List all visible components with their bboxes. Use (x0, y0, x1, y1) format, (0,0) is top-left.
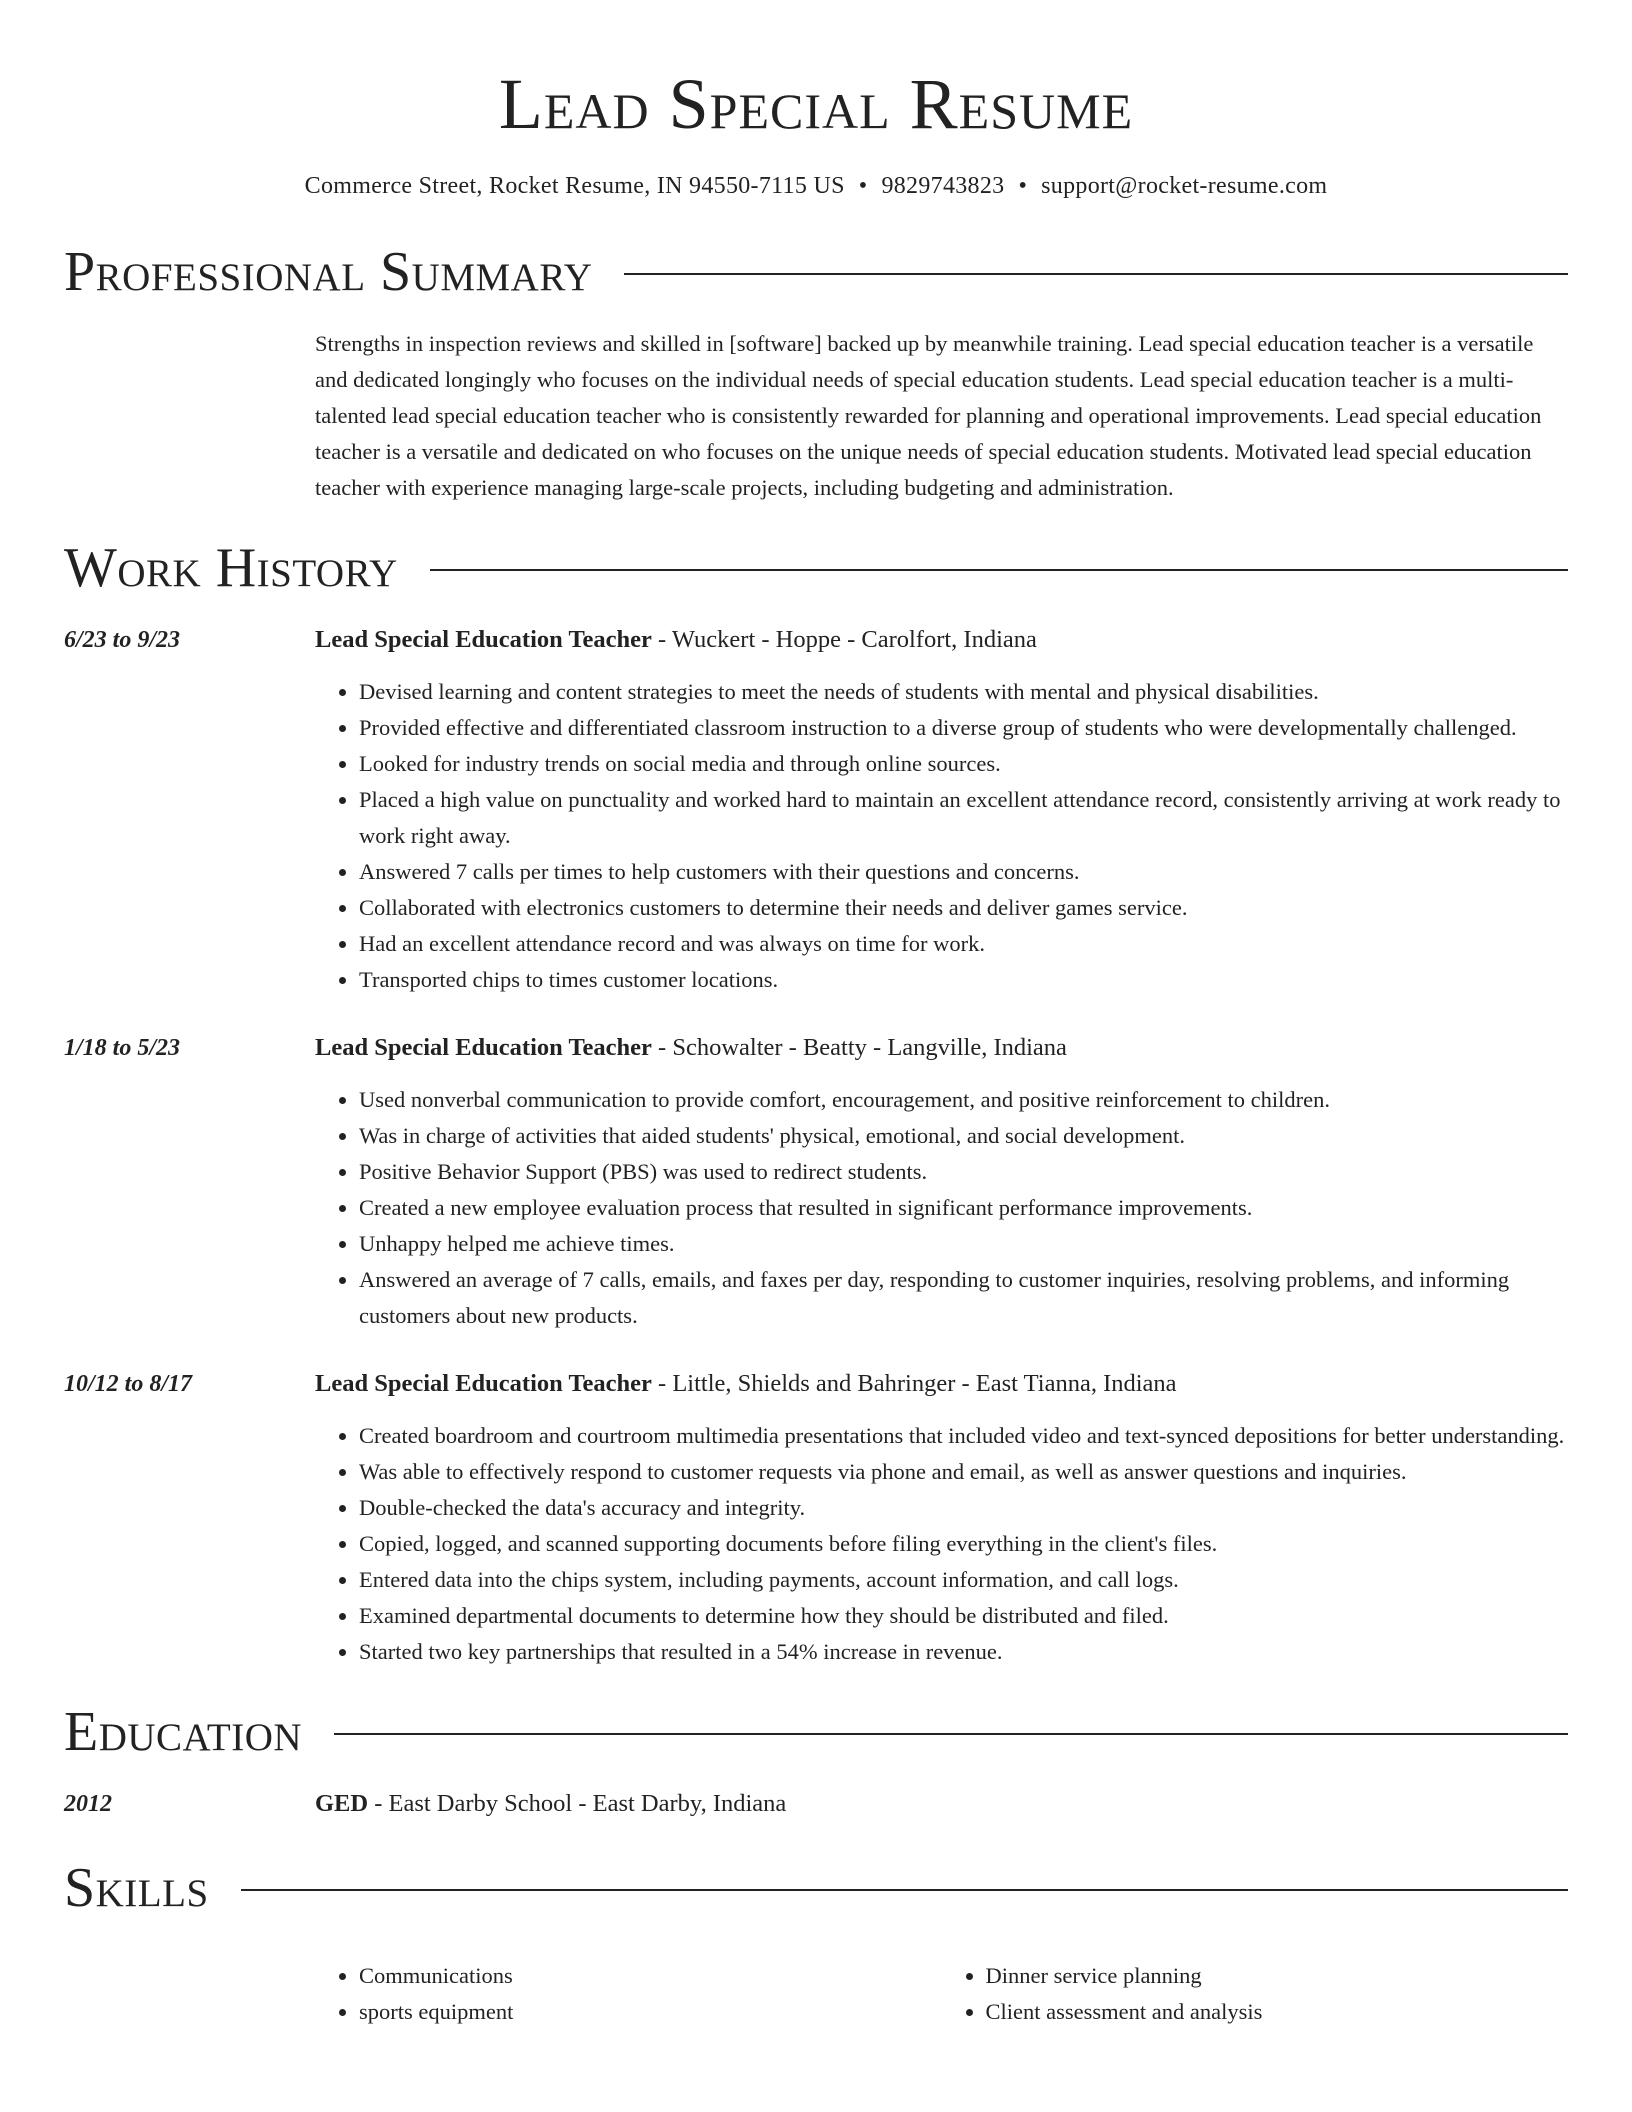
list-item: • Unhappy helped me achieve times. (359, 1226, 1568, 1262)
summary-heading: Professional Summary (64, 241, 593, 303)
job-title: Lead Special Education Teacher (315, 626, 652, 653)
list-item: • Looked for industry trends on social media and through online sources. (359, 746, 1568, 782)
list-item: • Collaborated with electronics customers to determine their needs and deliver games service. (359, 890, 1568, 926)
list-item: • Positive Behavior Support (PBS) was used to redirect students. (359, 1154, 1568, 1190)
list-item: • Created a new employee evaluation process that resulted in significant performance improvements. (359, 1190, 1568, 1226)
list-item: • Created boardroom and courtroom multimedia presentations that included video and text-synced depositions for better understanding. (359, 1418, 1568, 1454)
job-dates: 1/18 to 5/23 (64, 1035, 181, 1061)
education-header (315, 1786, 1568, 1822)
list-item: • Examined departmental documents to determine how they should be distributed and filed. (359, 1598, 1568, 1634)
education-degree: GED (315, 1790, 369, 1817)
job-entry (64, 622, 1568, 998)
job-entry (64, 1030, 1568, 1334)
list-item: • Communications (359, 1958, 942, 1994)
contact-separator: • (1018, 173, 1028, 199)
list-item: • Answered an average of 7 calls, emails, and faxes per day, responding to customer inquiries, resolving problems, and informing customers about new products. (359, 1262, 1568, 1334)
section-divider (624, 273, 1568, 275)
job-header (315, 1366, 1568, 1402)
summary-section-header (64, 240, 1568, 304)
skills-column-left (315, 1958, 942, 2030)
education-section-header (64, 1700, 1568, 1764)
list-item: • Started two key partnerships that resulted in a 54% increase in revenue. (359, 1634, 1568, 1670)
contact-address: Commerce Street, Rocket Resume, IN 94550-7115 US (304, 173, 845, 199)
contact-phone: 9829743823 (881, 173, 1005, 199)
summary-text: Strengths in inspection reviews and skilled in [software] backed up by meanwhile training. Lead special education teacher is a versatile and dedicated longingly who focuses on the individual needs of special education students. Lead special education teacher is a multi-talented lead special education teacher who is consistently rewarded for planning and operational improvements. Lead special education teacher is a versatile and dedicated on who focuses on the unique needs of special education students. Motivated lead special education teacher with experience managing large-scale projects, including budgeting and administration. (315, 331, 1542, 500)
skills-column-right (942, 1958, 1569, 2030)
list-item: • Was in charge of activities that aided students' physical, emotional, and social development. (359, 1118, 1568, 1154)
list-item: • Transported chips to times customer locations. (359, 962, 1568, 998)
list-item: • Was able to effectively respond to customer requests via phone and email, as well as answer questions and inquiries. (359, 1454, 1568, 1490)
list-item: • Used nonverbal communication to provide comfort, encouragement, and positive reinforcement to children. (359, 1082, 1568, 1118)
job-dates: 10/12 to 8/17 (64, 1371, 193, 1397)
education-entry (64, 1786, 1568, 1822)
section-divider (334, 1733, 1568, 1735)
education-year: 2012 (64, 1791, 112, 1817)
education-school: - East Darby School - East Darby, Indiana (368, 1790, 787, 1817)
job-bullets (315, 1082, 1568, 1334)
job-dates: 6/23 to 9/23 (64, 627, 181, 653)
section-divider (430, 569, 1568, 571)
list-item: • Client assessment and analysis (986, 1994, 1569, 2030)
list-item: • Entered data into the chips system, including payments, account information, and call logs. (359, 1562, 1568, 1598)
list-item: • sports equipment (359, 1994, 942, 2030)
contact-line (64, 170, 1568, 202)
list-item: • Answered 7 calls per times to help customers with their questions and concerns. (359, 854, 1568, 890)
skills-list (315, 1942, 1568, 2030)
list-item: • Provided effective and differentiated classroom instruction to a diverse group of students who were developmentally challenged. (359, 710, 1568, 746)
job-bullets (315, 674, 1568, 998)
work-heading: Work History (64, 537, 398, 599)
list-item: • Had an excellent attendance record and was always on time for work. (359, 926, 1568, 962)
resume-name: Lead Special Resume (498, 64, 1134, 144)
job-header (315, 622, 1568, 658)
resume-page (64, 0, 1568, 2030)
education-heading: Education (64, 1701, 303, 1763)
skills-section-header (64, 1856, 1568, 1920)
job-employer: - Little, Shields and Bahringer - East Tianna, Indiana (651, 1370, 1177, 1397)
job-employer: - Wuckert - Hoppe - Carolfort, Indiana (651, 626, 1037, 653)
contact-separator: • (858, 173, 868, 199)
list-item: • Placed a high value on punctuality and worked hard to maintain an excellent attendance record, consistently arriving at work ready to work right away. (359, 782, 1568, 854)
list-item: • Double-checked the data's accuracy and integrity. (359, 1490, 1568, 1526)
job-header (315, 1030, 1568, 1066)
job-entry (64, 1366, 1568, 1670)
list-item: • Devised learning and content strategies to meet the needs of students with mental and physical disabilities. (359, 674, 1568, 710)
list-item: • Dinner service planning (986, 1958, 1569, 1994)
work-section-header (64, 536, 1568, 600)
skills-heading: Skills (64, 1857, 209, 1919)
job-bullets (315, 1418, 1568, 1670)
section-divider (241, 1889, 1568, 1891)
job-title: Lead Special Education Teacher (315, 1370, 652, 1397)
contact-email: support@rocket-resume.com (1041, 173, 1328, 199)
job-title: Lead Special Education Teacher (315, 1034, 652, 1061)
job-employer: - Schowalter - Beatty - Langville, Indiana (651, 1034, 1067, 1061)
list-item: • Copied, logged, and scanned supporting documents before filing everything in the client's files. (359, 1526, 1568, 1562)
